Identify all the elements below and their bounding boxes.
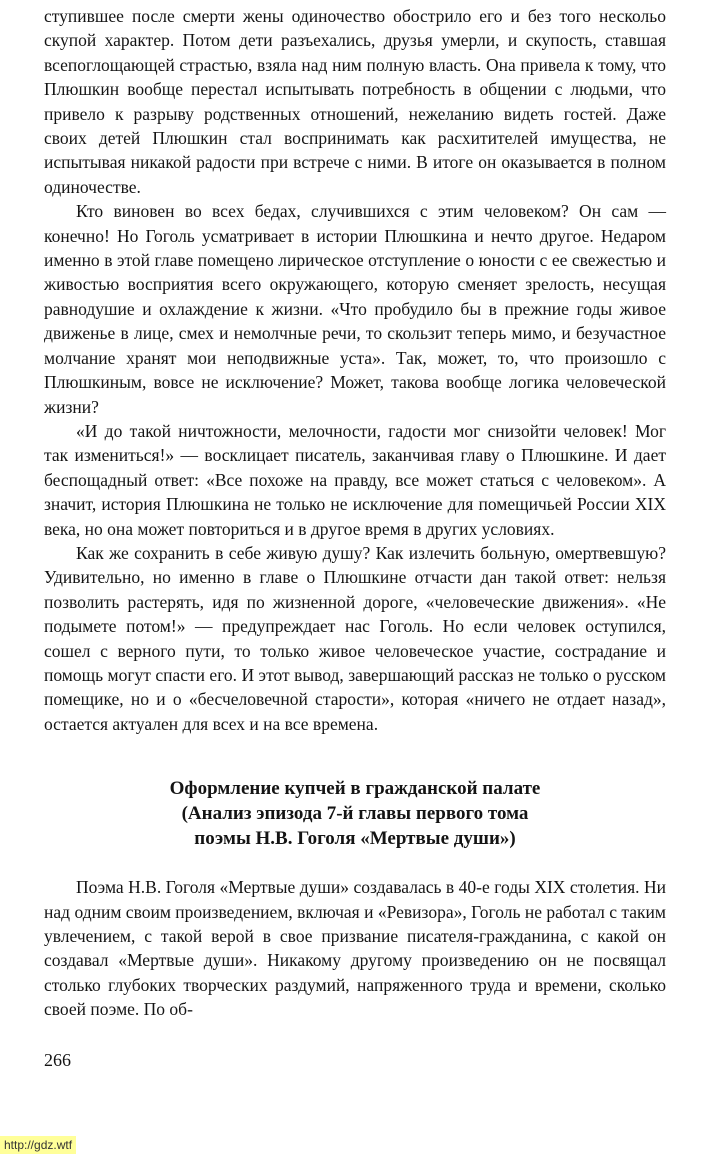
heading-line-1: Оформление купчей в гражданской палате xyxy=(169,778,541,800)
paragraph-5: Поэма Н.В. Гоголя «Мертвые души» создавалась в 40-е годы XIX столетия. Ни над одним своим произведением, включая и «Ревизора», Гоголь не работал с таким увлечением, с такой верой в свое призвание писателя-гражданина, с какой он создавал «Мертвые души». Никакому другому произведению он не посвящал столько глубоких творческих раздумий, напряженного труда и времени, сколько своей поэме. По об- xyxy=(44,877,666,1020)
page-text xyxy=(44,4,666,1022)
section-heading xyxy=(44,776,666,851)
heading-line-3: поэмы Н.В. Гоголя «Мертвые души») xyxy=(194,828,516,850)
paragraph-3: «И до такой ничтожности, мелочности, гадости мог снизойти человек! Мог так измениться!» — восклицает писатель, заканчивая главу о Плюшкине. И дает беспощадный ответ: «Все похоже на правду, все может статься с человеком». А значит, история Плюшкина не только не исключение для помещичьей России XIX века, но она может повториться и в другое время в других условиях. xyxy=(44,420,666,539)
paragraph-1: ступившее после смерти жены одиночество обострило его и без того нескольо скупой характер. Потом дети разъехались, друзья умерли, и скупость, ставшая всепоглощающей страстью, взяла над ним полную власть. Она привела к тому, что Плюшкин вообще перестал испытывать потребность в общении с людьми, что привело к разрыву родственных отношений, нежеланию видеть гостей. Даже своих детей Плюшкин стал воспринимать как расхитителей имущества, не испытывая никакой радости при встрече с ними. В итоге он оказывается в полном одиночестве. xyxy=(44,6,666,197)
paragraph-4: Как же сохранить в себе живую душу? Как излечить больную, омертвевшую? Удивительно, но именно в главе о Плюшкине отчасти дан такой ответ: нельзя позволить растерять, идя по жизненной дороге, «человеческие движения». «Не подымете потом!» — предупреждает нас Гоголь. Но если человек оступился, сошел с верного пути, то только живое человеческое участие, сострадание и помощь могут спасти его. И этот вывод, завершающий рассказ не только о русском помещике, но и о «бесчеловечной старости», которая «ничего не отдает назад», остается актуален для всех и на все времена. xyxy=(44,542,666,734)
paragraph-2: Кто виновен во всех бедах, случившихся с этим человеком? Он сам — конечно! Но Гоголь усматривает в истории Плюшкина и нечто другое. Недаром именно в этой главе помещено лирическое отступление о юности с ее свежестью и живостью восприятия всего окружающего, которую сменяет зрелость, несущая равнодушие и охлаждение к жизни. «Что пробудило бы в прежние годы живое движенье в лице, смех и немолчные речи, то скользит теперь мимо, и безучастное молчание хранят мои неподвижные уста». Так, может, то, что произошло с Плюшкиным, вовсе не исключение? Может, такова вообще логика человеческой жизни? xyxy=(44,201,666,417)
page-number: 266 xyxy=(44,1050,71,1070)
heading-line-2: (Анализ эпизода 7-й главы первого тома xyxy=(181,803,529,825)
watermark-link[interactable]: http://gdz.wtf xyxy=(0,1136,76,1154)
